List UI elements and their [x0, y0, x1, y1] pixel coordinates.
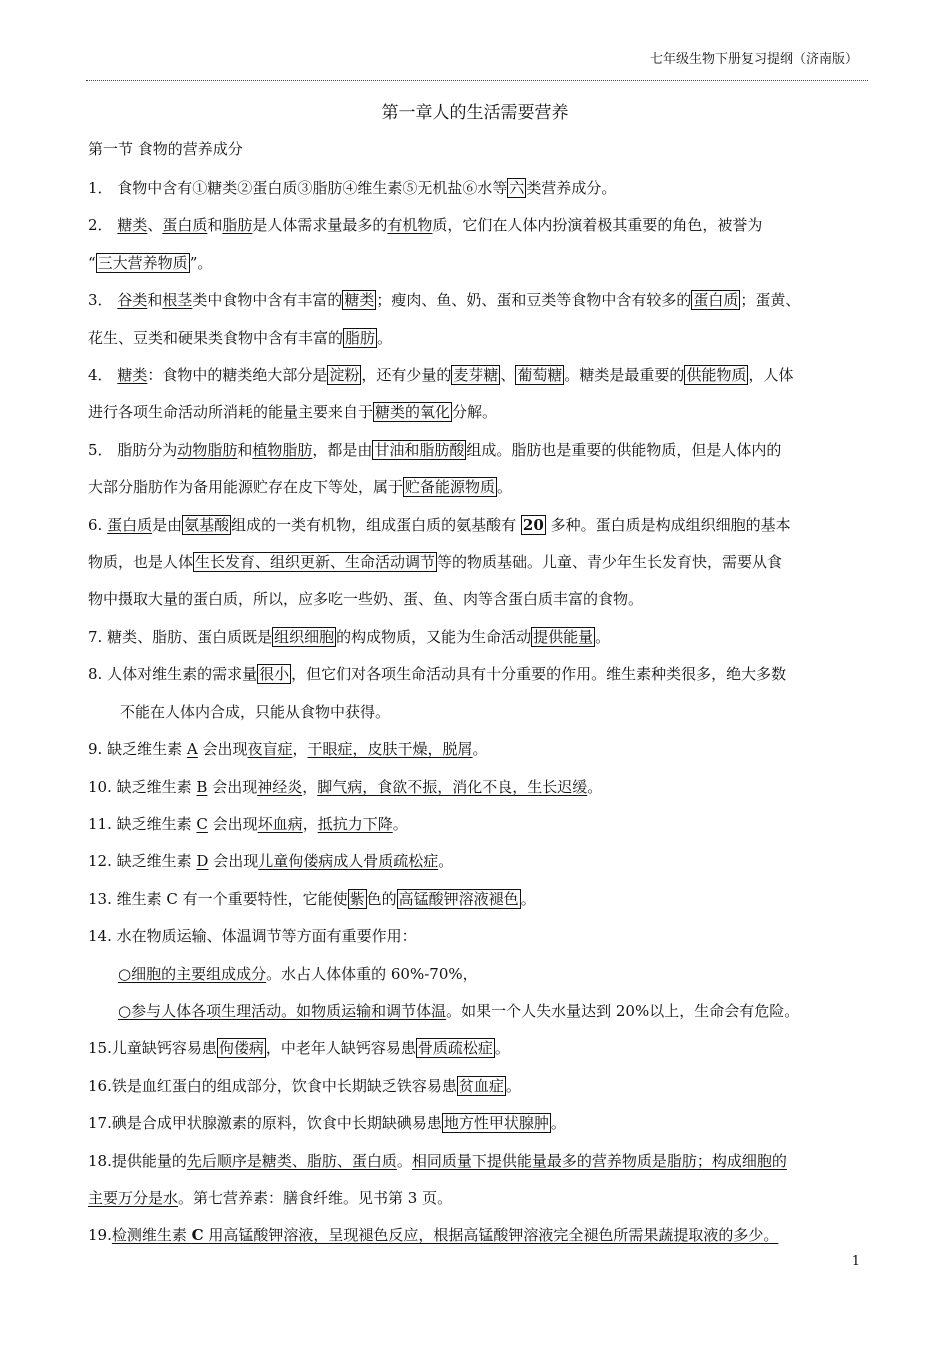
outline-line [88, 956, 868, 993]
underlined-term: C [196, 814, 208, 833]
outline-line [88, 507, 868, 544]
boxed-answer: 提供能量 [533, 627, 594, 646]
boxed-answer: 脂肪 [345, 328, 376, 347]
text-run: ”。 [189, 253, 213, 272]
outline-line [88, 207, 868, 244]
text-run: 。 [497, 478, 513, 497]
text-run: 6. [88, 515, 108, 534]
outline-line [88, 1030, 868, 1067]
outline-line [88, 769, 868, 806]
boxed-answer: 糖类的氧化 [375, 403, 451, 422]
boxed-answer: 组织细胞 [274, 627, 335, 646]
text-run: 花生、豆类和硬果类食物中含有丰富的 [88, 328, 344, 347]
underlined-term: 动物脂肪 [177, 440, 238, 459]
boxed-answer: 甘油和脂肪酸 [374, 440, 465, 459]
boxed-answer: 蛋白质 [693, 291, 739, 310]
outline-line [88, 282, 868, 319]
underlined-term: ○参与人体各项生理活动。如物质运输和调节体温 [118, 1001, 447, 1020]
text-run: ；瘦肉、鱼、奶、蛋和豆类等食物中含有较多的 [376, 291, 692, 310]
outline-line [88, 170, 868, 207]
outline-line [88, 394, 868, 431]
text-run: 1． 食物中含有①糖类②蛋白质③脂肪④维生素⑤无机盐⑥水等 [88, 179, 508, 197]
boxed-answer: 贮备能源物质 [405, 478, 496, 497]
outline-line [88, 918, 868, 955]
text-run: 类营养成分。 [526, 179, 617, 197]
boxed-answer: 葡萄糖 [517, 366, 563, 385]
outline-line [88, 1180, 868, 1217]
underlined-term: 有机物 [387, 216, 433, 235]
text-run: 组成。脂肪也是重要的供能物质，但是人体内的 [466, 440, 782, 459]
text-run: 色的 [366, 889, 397, 908]
outline-line [88, 1068, 868, 1105]
text-run: 、 [147, 216, 163, 235]
text-run: 13. 维生素 C 有一个重要特性，它能使 [88, 889, 348, 908]
text-run: 19. [88, 1226, 112, 1245]
underlined-term: 儿童佝偻病成人骨质疏松症 [258, 852, 439, 871]
text-run: ，都是由 [312, 440, 373, 459]
outline-line [88, 694, 868, 731]
text-run: ， [302, 777, 318, 796]
text-run: 的构成物质，又能为生命活动 [336, 627, 532, 646]
outline-line [88, 731, 868, 768]
text-run: 12. 缺乏维生素 [88, 852, 197, 871]
underlined-term: 抵抗力下降 [317, 814, 393, 833]
outline-line [88, 1105, 868, 1142]
text-run: 7. 糖类、脂肪、蛋白质既是 [88, 627, 273, 646]
underlined-term: C [191, 1226, 204, 1245]
chapter-title: 第一章人的生活需要营养 [381, 103, 569, 123]
text-run: 。糖类是最重要的 [564, 366, 685, 385]
text-run: ：食物中的糖类绝大部分是 [147, 366, 328, 385]
outline-line [88, 806, 868, 843]
text-run: 类中食物中含有丰富的 [192, 291, 343, 310]
boxed-answer: 麦芽糖 [453, 366, 499, 385]
text-run: 。 [587, 777, 603, 796]
text-run: 是人体需求量最多的 [252, 216, 388, 235]
text-run: 和 [147, 291, 163, 310]
text-run: 5． 脂肪分为 [88, 440, 178, 459]
text-run: 16.铁是血红蛋白的组成部分，饮食中长期缺乏铁容易患 [88, 1076, 457, 1095]
underlined-term: 根茎 [162, 291, 193, 310]
boxed-answer: 佝偻病 [218, 1039, 264, 1058]
boxed-answer: 20 [522, 515, 544, 534]
text-run: 9. 缺乏维生素 [88, 740, 187, 759]
text-run: 。 [505, 1076, 521, 1095]
text-run: 14. 水在物质运输、体温调节等方面有重要作用： [88, 927, 417, 946]
text-run: 会出现 [207, 814, 258, 833]
boxed-answer: 淀粉 [329, 366, 360, 385]
boxed-answer: 贫血症 [458, 1076, 504, 1095]
text-run: 。 [595, 627, 611, 646]
boxed-answer: 氨基酸 [184, 515, 230, 534]
text-run: 会出现 [207, 777, 258, 796]
text-run: 进行各项生命活动所消耗的能量主要来自于 [88, 403, 374, 422]
text-run: 10. 缺乏维生素 [88, 777, 197, 796]
text-run: 2． [88, 216, 118, 235]
outline-line [88, 656, 868, 693]
outline-line [88, 881, 868, 918]
underlined-term: 夜盲症 [247, 740, 293, 759]
text-run: 。 [438, 852, 454, 871]
text-run: 会出现 [208, 852, 259, 871]
text-run: 18.提供能量的 [88, 1151, 187, 1170]
text-run: 。 [472, 740, 488, 759]
underlined-term: 先后顺序是糖类、脂肪、蛋白质 [186, 1151, 397, 1170]
text-run: 。 [520, 889, 536, 908]
underlined-term: 检测维生素 [111, 1226, 192, 1245]
text-run: 、 [500, 366, 516, 385]
underlined-term: ○细胞的主要组成成分 [118, 964, 267, 983]
boxed-answer: 高锰酸钾溶液褪色 [398, 889, 519, 908]
underlined-term: 脂肪 [222, 216, 253, 235]
underlined-term: 植物脂肪 [252, 440, 313, 459]
underlined-term: 神经炎 [257, 777, 303, 796]
text-run: ；蛋黄、 [740, 291, 801, 310]
boxed-answer: 生长发育、组织更新、生命活动调节 [195, 553, 436, 572]
underlined-term: 用高锰酸钾溶液，呈现褪色反应，根据高锰酸钾溶液完全褪色所需果蔬提取液的多少。 [203, 1226, 779, 1245]
text-run: 3． [88, 291, 118, 310]
section-heading: 第一节 食物的营养成分 [88, 140, 243, 158]
boxed-answer: 三大营养物质 [97, 253, 188, 272]
outline-line [88, 1143, 868, 1180]
text-run: 和 [237, 440, 253, 459]
text-run: “ [88, 253, 96, 272]
underlined-term: 糖类 [117, 366, 148, 385]
text-run: ，人体 [748, 366, 794, 385]
boxed-answer: 地方性甲状腺肿 [443, 1114, 549, 1133]
text-run: 和 [207, 216, 223, 235]
header-divider [86, 80, 868, 81]
text-run: 。第七营养素：膳食纤维。见书第 3 页。 [178, 1188, 453, 1207]
outline-line [88, 320, 868, 357]
text-run: 组成的一类有机物，组成蛋白质的氨基酸有 [231, 515, 521, 534]
boxed-answer: 糖类 [344, 291, 375, 310]
outline-line [88, 432, 868, 469]
text-run: ， [292, 740, 308, 759]
text-run: ，但它们对各项生命活动具有十分重要的作用。维生素种类很多，绝大多数 [291, 665, 787, 684]
text-run: 。 [550, 1114, 566, 1133]
outline-line [88, 544, 868, 581]
text-run: 分解。 [452, 403, 498, 422]
text-run: 17.碘是合成甲状腺激素的原料，饮食中长期缺碘易患 [88, 1114, 442, 1133]
text-run: ，中老年人缺钙容易患 [265, 1039, 416, 1058]
boxed-answer: 六 [509, 179, 525, 197]
text-run: ，还有少量的 [361, 366, 452, 385]
text-run: 会出现 [197, 740, 248, 759]
text-run: 。 [396, 1151, 412, 1170]
text-run: 8. 人体对维生素的需求量 [88, 665, 258, 684]
text-run: 大部分脂肪作为备用能源贮存在皮下等处，属于 [88, 478, 404, 497]
underlined-term: 干眼症，皮肤干燥，脱屑 [307, 740, 473, 759]
outline-line [88, 993, 868, 1030]
text-run: 质，它们在人体内扮演着极其重要的角色，被誉为 [432, 216, 763, 235]
text-run: 物质，也是人体 [88, 553, 194, 572]
underlined-term: 谷类 [117, 291, 148, 310]
boxed-answer: 很小 [259, 665, 290, 684]
underlined-term: 糖类 [117, 216, 148, 235]
running-header: 七年级生物下册复习提纲（济南版） [649, 52, 858, 67]
underlined-term: 蛋白质 [107, 515, 153, 534]
outline-items [88, 170, 868, 1255]
boxed-answer: 供能物质 [686, 366, 747, 385]
text-run: 。水占人体体重的 60%-70%， [266, 964, 478, 983]
underlined-term: 坏血病 [257, 814, 303, 833]
outline-line [88, 581, 868, 618]
text-run: 。如果一个人失水量达到 20%以上，生命会有危险。 [446, 1001, 800, 1020]
text-run: 多种。蛋白质是构成组织细胞的基本 [545, 515, 791, 534]
underlined-term: 蛋白质 [162, 216, 208, 235]
text-run: 不能在人体内合成，只能从食物中获得。 [120, 702, 391, 721]
underlined-term: 相同质量下提供能量最多的营养物质是脂肪；构成细胞的 [411, 1151, 787, 1170]
outline-line [88, 843, 868, 880]
text-run: 。 [377, 328, 393, 347]
text-run: 。 [392, 814, 408, 833]
text-run: 等的物质基础。儿童、青少年生长发育快，需要从食 [437, 553, 783, 572]
underlined-term: 主要万分是水 [88, 1188, 179, 1207]
underlined-term: A [186, 740, 198, 759]
text-run: 。 [494, 1039, 510, 1058]
text-run: 物中摄取大量的蛋白质，所以，应多吃一些奶、蛋、鱼、肉等含蛋白质丰富的食物。 [88, 590, 644, 609]
page-number: 1 [851, 1254, 860, 1269]
text-run: ， [302, 814, 318, 833]
outline-line [88, 357, 868, 394]
boxed-answer: 骨质疏松症 [417, 1039, 493, 1058]
boxed-answer: 紫 [349, 889, 365, 908]
text-run: 4． [88, 366, 118, 385]
outline-line [88, 469, 868, 506]
text-run: 15.儿童缺钙容易患 [88, 1039, 217, 1058]
outline-line [88, 245, 868, 282]
text-run: 是由 [152, 515, 183, 534]
underlined-term: 脚气病，食欲不振，消化不良，生长迟缓 [317, 777, 588, 796]
outline-line [88, 1217, 868, 1254]
text-run: 11. 缺乏维生素 [88, 814, 197, 833]
underlined-term: D [196, 852, 209, 871]
outline-line [88, 619, 868, 656]
underlined-term: B [196, 777, 208, 796]
